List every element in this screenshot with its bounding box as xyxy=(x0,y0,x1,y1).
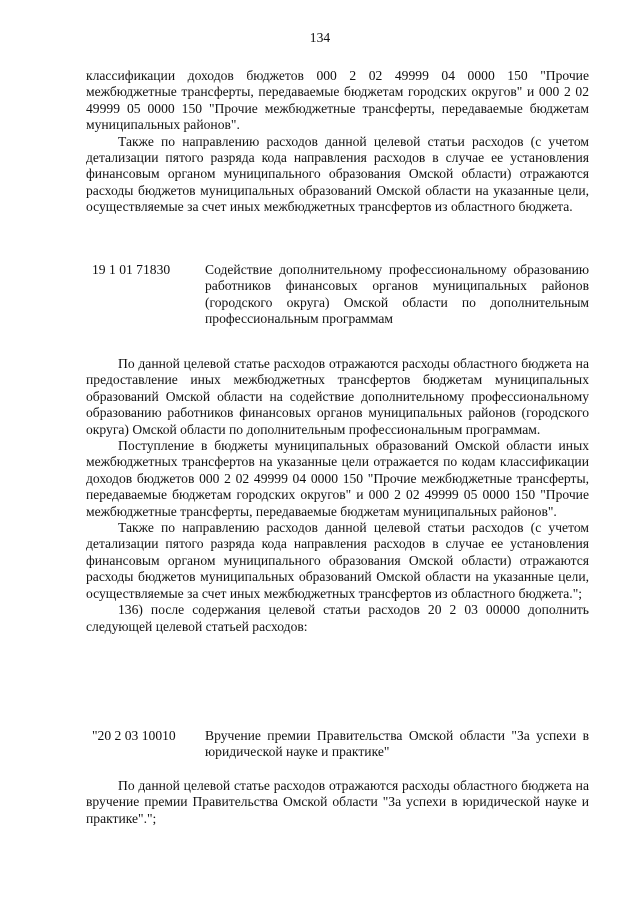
text-block-3 xyxy=(86,778,589,827)
text-block-2 xyxy=(86,356,589,635)
target-article-code: 19 1 01 71830 xyxy=(92,262,171,277)
paragraph: классификации доходов бюджетов 000 2 02 49999 04 0000 150 "Прочие межбюджетные трансферты, передаваемые бюджетам городских округов" и 000 2 02 49999 05 0000 150 "Прочие межбюджетные трансферты, передаваемые бюджетам муниципальных районов". xyxy=(86,68,589,133)
paragraph: По данной целевой статье расходов отражаются расходы областного бюджета на предоставление иных межбюджетных трансфертов бюджетам муниципальных образований Омской области на содействие дополнительному профессиональному образованию работников финансовых органов муниципальных районов (городского округа) Омской области по дополнительным профессиональным программам. xyxy=(86,356,589,437)
target-article-title: Вручение премии Правительства Омской области "За успехи в юридической науке и практике" xyxy=(205,728,589,760)
paragraph: Также по направлению расходов данной целевой статьи расходов (с учетом детализации пятого разряда кода направления расходов в случае ее установления финансовым органом муниципального образования Омской области) отражаются расходы бюджетов муниципальных образований Омской области на указанные цели, осуществляемые за счет иных межбюджетных трансфертов из областного бюджета. xyxy=(86,133,589,215)
target-article-code: "20 2 03 10010 xyxy=(92,728,176,743)
target-article-title: Содействие дополнительному профессиональному образованию работников финансовых органов муниципальных районов (городского округа) Омской области по дополнительным профессиональным программам xyxy=(205,262,589,327)
page-number: 134 xyxy=(309,30,331,45)
text-block-1 xyxy=(86,68,589,216)
paragraph: Поступление в бюджеты муниципальных образований Омской области иных межбюджетных трансфертов на указанные цели отражается по кодам классификации доходов бюджетов 000 2 02 49999 04 0000 150 "Прочие межбюджетные трансферты, передаваемые бюджетам городских округов" и 000 2 02 49999 05 0000 150 "Прочие межбюджетные трансферты, передаваемые бюджетам муниципальных районов". xyxy=(86,438,589,519)
paragraph: По данной целевой статье расходов отражаются расходы областного бюджета на вручение премии Правительства Омской области "За успехи в юридической науке и практике"."; xyxy=(86,778,589,826)
paragraph: 136) после содержания целевой статьи расходов 20 2 03 00000 дополнить следующей целевой статьей расходов: xyxy=(86,602,589,634)
paragraph: Также по направлению расходов данной целевой статьи расходов (с учетом детализации пятого разряда кода направления расходов в случае ее установления финансовым органом муниципального образования Омской области) отражаются расходы бюджетов муниципальных образований Омской области на указанные цели, осуществляемые за счет иных межбюджетных трансфертов из областного бюджета."; xyxy=(86,520,589,601)
